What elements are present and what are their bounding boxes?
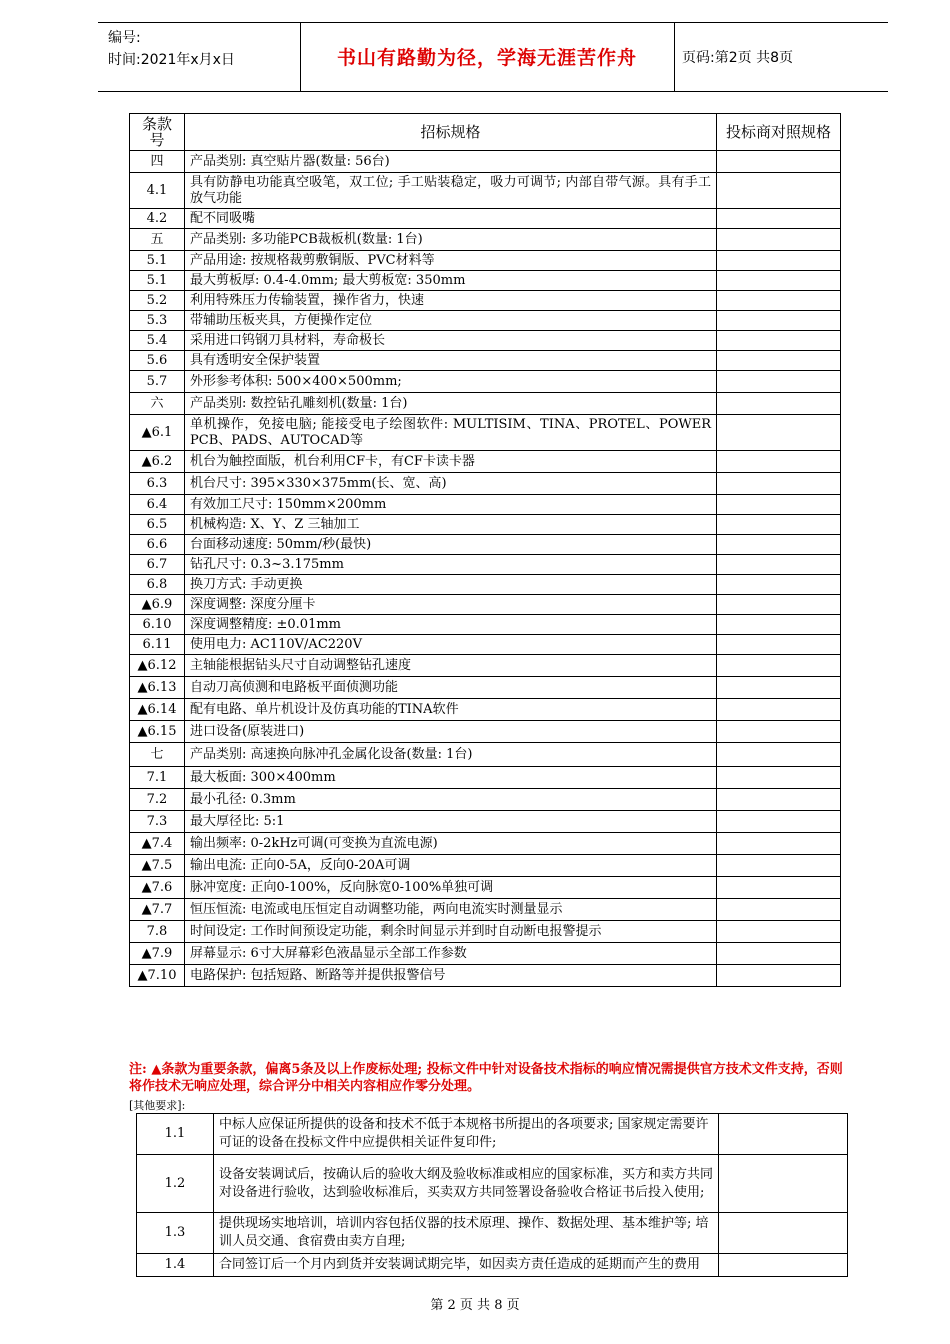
bidder-compare-cell — [717, 371, 841, 393]
table-row — [130, 473, 841, 495]
bidder-compare-cell — [717, 535, 841, 555]
table-row — [130, 251, 841, 271]
bidder-compare-cell — [717, 965, 841, 987]
clause-number-cell: 5.2 — [130, 291, 185, 311]
bidder-compare-cell — [719, 1254, 848, 1277]
bidder-compare-cell — [717, 495, 841, 515]
bidder-compare-cell — [717, 451, 841, 473]
clause-number-cell: ▲7.6 — [130, 877, 185, 899]
bidder-compare-cell — [717, 677, 841, 699]
clause-number-cell: 四 — [130, 151, 185, 173]
spec-description-cell: 带辅助压板夹具，方便操作定位 — [185, 311, 717, 331]
clause-number-cell: 7.8 — [130, 921, 185, 943]
clause-number-cell: 5.1 — [130, 251, 185, 271]
table-row — [137, 1254, 848, 1277]
table-row — [130, 789, 841, 811]
bidder-compare-cell — [717, 393, 841, 415]
bidder-compare-cell — [719, 1114, 848, 1155]
clause-number-cell: ▲6.13 — [130, 677, 185, 699]
important-note: 注: ▲条款为重要条款，偏离5条及以上作废标处理; 投标文件中针对设备技术指标的响应情况需提供官方技术文件支持，否则将作技术无响应处理，综合评分中相关内容相应作零分处理。 — [129, 1062, 843, 1094]
clause-number-cell: 7.3 — [130, 811, 185, 833]
bidder-compare-cell — [717, 331, 841, 351]
spec-description-cell: 产品类别: 真空贴片器(数量: 56台) — [185, 151, 717, 173]
clause-number-cell: 5.1 — [130, 271, 185, 291]
spec-description-cell: 屏幕显示: 6寸大屏幕彩色液晶显示全部工作参数 — [185, 943, 717, 965]
table-row — [130, 515, 841, 535]
spec-table — [129, 113, 841, 987]
requirement-number-cell: 1.3 — [137, 1213, 214, 1254]
time-label: 时间:2021年x月x日 — [108, 52, 235, 68]
clause-number-cell: 五 — [130, 229, 185, 251]
spec-description-cell: 最大剪板厚: 0.4-4.0mm; 最大剪板宽: 350mm — [185, 271, 717, 291]
clause-number-cell: ▲7.5 — [130, 855, 185, 877]
clause-number-cell: ▲7.7 — [130, 899, 185, 921]
table-row — [130, 555, 841, 575]
spec-description-cell: 深度调整: 深度分厘卡 — [185, 595, 717, 615]
bidder-compare-cell — [719, 1213, 848, 1254]
table-row — [130, 535, 841, 555]
spec-description-cell: 自动刀高侦测和电路板平面侦测功能 — [185, 677, 717, 699]
spec-description-cell: 脉冲宽度: 正向0-100%，反向脉宽0-100%单独可调 — [185, 877, 717, 899]
table-row — [130, 655, 841, 677]
bidder-compare-cell — [717, 351, 841, 371]
spec-description-cell: 电路保护: 包括短路、断路等并提供报警信号 — [185, 965, 717, 987]
clause-number-cell: 6.8 — [130, 575, 185, 595]
bidder-compare-cell — [717, 877, 841, 899]
bidder-compare-cell — [717, 921, 841, 943]
table-row — [130, 721, 841, 743]
bidder-compare-cell — [717, 515, 841, 535]
spec-description-cell: 配不同吸嘴 — [185, 209, 717, 229]
requirement-text-cell: 合同签订后一个月内到货并安装调试期完毕，如因卖方责任造成的延期而产生的费用 — [214, 1254, 719, 1277]
clause-number-cell: ▲6.9 — [130, 595, 185, 615]
table-row — [130, 595, 841, 615]
spec-description-cell: 最大厚径比: 5:1 — [185, 811, 717, 833]
clause-number-cell: ▲6.14 — [130, 699, 185, 721]
table-row — [130, 965, 841, 987]
requirement-text-cell: 提供现场实地培训，培训内容包括仪器的技术原理、操作、数据处理、基本维护等; 培训人员交通、食宿费由卖方自理; — [214, 1213, 719, 1254]
table-row — [130, 635, 841, 655]
spec-description-cell: 台面移动速度: 50mm/秒(最快) — [185, 535, 717, 555]
spec-description-cell: 外形参考体积: 500×400×500mm; — [185, 371, 717, 393]
spec-description-cell: 产品类别: 多功能PCB裁板机(数量: 1台) — [185, 229, 717, 251]
spec-description-cell: 具有防静电功能真空吸笔，双工位; 手工贴装稳定，吸力可调节; 内部自带气源。具有手工放气功能 — [185, 173, 717, 209]
table-row — [130, 767, 841, 789]
column-header-spec: 招标规格 — [185, 114, 717, 151]
page-footer: 第 2 页 共 8 页 — [430, 1298, 520, 1313]
spec-description-cell: 机台尺寸: 395×330×375mm(长、宽、高) — [185, 473, 717, 495]
header-meta — [108, 27, 235, 71]
clause-number-cell: ▲6.15 — [130, 721, 185, 743]
clause-number-cell: 七 — [130, 743, 185, 767]
spec-description-cell: 具有透明安全保护装置 — [185, 351, 717, 371]
clause-number-cell: ▲7.9 — [130, 943, 185, 965]
clause-number-cell: 6.7 — [130, 555, 185, 575]
table-row — [130, 451, 841, 473]
clause-number-cell: 5.4 — [130, 331, 185, 351]
table-row — [130, 677, 841, 699]
bidder-compare-cell — [717, 699, 841, 721]
clause-number-cell: ▲6.12 — [130, 655, 185, 677]
clause-number-cell: 6.6 — [130, 535, 185, 555]
clause-number-cell: 6.10 — [130, 615, 185, 635]
spec-description-cell: 采用进口钨钢刀具材料，寿命极长 — [185, 331, 717, 351]
bidder-compare-cell — [717, 767, 841, 789]
bidder-compare-cell — [717, 555, 841, 575]
bidder-compare-cell — [717, 855, 841, 877]
bidder-compare-cell — [717, 811, 841, 833]
table-row — [130, 151, 841, 173]
bidder-compare-cell — [717, 251, 841, 271]
table-row — [130, 291, 841, 311]
table-row — [130, 943, 841, 965]
table-row — [130, 209, 841, 229]
clause-number-cell: ▲7.10 — [130, 965, 185, 987]
bidder-compare-cell — [719, 1155, 848, 1213]
bidder-compare-cell — [717, 271, 841, 291]
clause-number-cell: 7.2 — [130, 789, 185, 811]
page-header — [98, 22, 888, 92]
spec-description-cell: 产品用途: 按规格裁剪敷铜版、PVC材料等 — [185, 251, 717, 271]
clause-number-cell: 6.4 — [130, 495, 185, 515]
bidder-compare-cell — [717, 575, 841, 595]
clause-number-cell: ▲7.4 — [130, 833, 185, 855]
bidder-compare-cell — [717, 151, 841, 173]
spec-description-cell: 最大板面: 300×400mm — [185, 767, 717, 789]
spec-description-cell: 利用特殊压力传输装置，操作省力，快速 — [185, 291, 717, 311]
spec-description-cell: 输出频率: 0-2kHz可调(可变换为直流电源) — [185, 833, 717, 855]
table-row — [130, 877, 841, 899]
requirement-number-cell: 1.4 — [137, 1254, 214, 1277]
clause-number-cell: 六 — [130, 393, 185, 415]
header-motto: 书山有路勤为径，学海无涯苦作舟 — [336, 47, 637, 69]
clause-number-cell: ▲6.2 — [130, 451, 185, 473]
requirement-number-cell: 1.2 — [137, 1155, 214, 1213]
clause-number-cell: 5.7 — [130, 371, 185, 393]
column-header-clause: 条款号 — [130, 114, 185, 151]
header-page-number: 页码:第2页 共8页 — [682, 50, 793, 66]
spec-description-cell: 恒压恒流: 电流或电压恒定自动调整功能，两向电流实时测量显示 — [185, 899, 717, 921]
bidder-compare-cell — [717, 595, 841, 615]
bidder-compare-cell — [717, 415, 841, 451]
bidder-compare-cell — [717, 615, 841, 635]
table-row — [130, 921, 841, 943]
spec-description-cell: 机械构造: X、Y、Z 三轴加工 — [185, 515, 717, 535]
spec-description-cell: 进口设备(原装进口) — [185, 721, 717, 743]
spec-description-cell: 产品类别: 数控钻孔雕刻机(数量: 1台) — [185, 393, 717, 415]
spec-description-cell: 输出电流: 正向0-5A，反向0-20A可调 — [185, 855, 717, 877]
table-row — [130, 899, 841, 921]
spec-description-cell: 最小孔径: 0.3mm — [185, 789, 717, 811]
table-row — [130, 393, 841, 415]
table-row — [130, 833, 841, 855]
table-row — [130, 371, 841, 393]
bidder-compare-cell — [717, 743, 841, 767]
spec-description-cell: 主轴能根据钻头尺寸自动调整钻孔速度 — [185, 655, 717, 677]
bidder-compare-cell — [717, 833, 841, 855]
clause-number-cell: 4.1 — [130, 173, 185, 209]
spec-description-cell: 使用电力: AC110V/AC220V — [185, 635, 717, 655]
table-row — [130, 699, 841, 721]
bidder-compare-cell — [717, 311, 841, 331]
bidder-compare-cell — [717, 721, 841, 743]
bidder-compare-cell — [717, 635, 841, 655]
spec-description-cell: 深度调整精度: ±0.01mm — [185, 615, 717, 635]
table-row — [130, 615, 841, 635]
table-row — [130, 811, 841, 833]
spec-description-cell: 单机操作，免接电脑; 能接受电子绘图软件: MULTISIM、TINA、PROTEL、POWER PCB、PADS、AUTOCAD等 — [185, 415, 717, 451]
requirement-number-cell: 1.1 — [137, 1114, 214, 1155]
spec-description-cell: 产品类别: 高速换向脉冲孔金属化设备(数量: 1台) — [185, 743, 717, 767]
bidder-compare-cell — [717, 173, 841, 209]
clause-number-cell: 6.11 — [130, 635, 185, 655]
table-row — [137, 1213, 848, 1254]
table-row — [130, 575, 841, 595]
bidder-compare-cell — [717, 229, 841, 251]
spec-description-cell: 配有电路、单片机设计及仿真功能的TINA软件 — [185, 699, 717, 721]
spec-description-cell: 机台为触控面版，机台利用CF卡，有CF卡读卡器 — [185, 451, 717, 473]
table-row — [130, 331, 841, 351]
table-row — [130, 271, 841, 291]
table-row — [130, 743, 841, 767]
bidder-compare-cell — [717, 899, 841, 921]
other-requirements-label: [其他要求]: — [129, 1099, 186, 1112]
table-row — [130, 495, 841, 515]
code-label: 编号: — [108, 30, 141, 46]
clause-number-cell: ▲6.1 — [130, 415, 185, 451]
table-row — [130, 311, 841, 331]
table-row — [130, 229, 841, 251]
table-row — [137, 1155, 848, 1213]
spec-description-cell: 时间设定: 工作时间预设定功能，剩余时间显示并到时自动断电报警提示 — [185, 921, 717, 943]
clause-number-cell: 7.1 — [130, 767, 185, 789]
bidder-compare-cell — [717, 291, 841, 311]
bidder-compare-cell — [717, 789, 841, 811]
header-divider — [674, 23, 675, 91]
requirement-text-cell: 设备安装调试后，按确认后的验收大纲及验收标准或相应的国家标准，买方和卖方共同对设备进行验收，达到验收标准后，买卖双方共同签署设备验收合格证书后投入使用; — [214, 1155, 719, 1213]
spec-table-header-row — [130, 114, 841, 151]
clause-number-cell: 6.3 — [130, 473, 185, 495]
requirements-table — [136, 1113, 848, 1277]
spec-description-cell: 有效加工尺寸: 150mm×200mm — [185, 495, 717, 515]
bidder-compare-cell — [717, 943, 841, 965]
clause-number-cell: 5.6 — [130, 351, 185, 371]
clause-number-cell: 4.2 — [130, 209, 185, 229]
table-row — [130, 415, 841, 451]
spec-description-cell: 换刀方式: 手动更换 — [185, 575, 717, 595]
table-row — [130, 173, 841, 209]
table-row — [130, 351, 841, 371]
table-row — [137, 1114, 848, 1155]
bidder-compare-cell — [717, 655, 841, 677]
clause-number-cell: 5.3 — [130, 311, 185, 331]
bidder-compare-cell — [717, 209, 841, 229]
spec-description-cell: 钻孔尺寸: 0.3~3.175mm — [185, 555, 717, 575]
requirement-text-cell: 中标人应保证所提供的设备和技术不低于本规格书所提出的各项要求; 国家规定需要许可证的设备在投标文件中应提供相关证件复印件; — [214, 1114, 719, 1155]
column-header-compare: 投标商对照规格 — [717, 114, 841, 151]
bidder-compare-cell — [717, 473, 841, 495]
clause-number-cell: 6.5 — [130, 515, 185, 535]
table-row — [130, 855, 841, 877]
